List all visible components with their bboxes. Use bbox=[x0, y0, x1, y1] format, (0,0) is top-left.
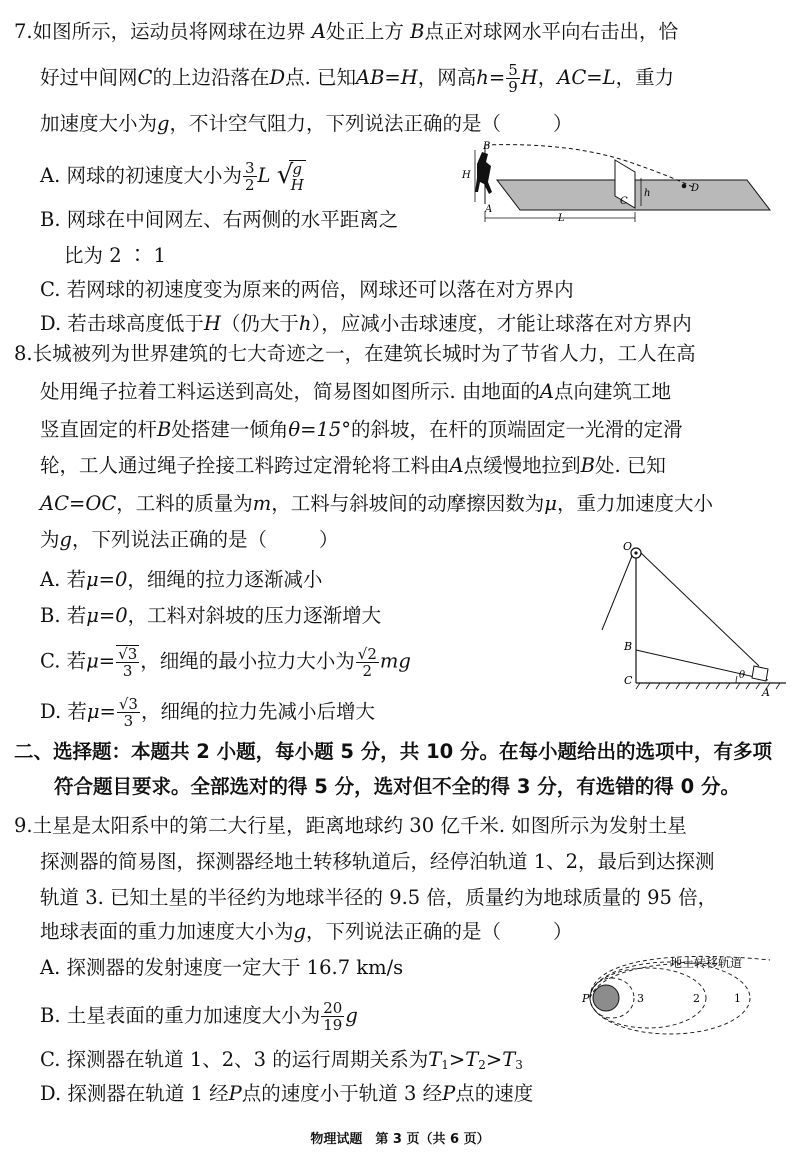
q7-option-b-line-1: B. 网球在中间网左、右两侧的水平距离之 bbox=[40, 208, 399, 231]
fig-label-a: A bbox=[762, 686, 770, 698]
fig-label-p: P bbox=[582, 992, 590, 1005]
q8-stem-line-2: 处用绳子拉着工料运送到高处，简易图如图所示. 由地面的A点向建筑工地 bbox=[40, 380, 672, 403]
q7-option-b-line-2: 比为 2 ∶ 1 bbox=[64, 244, 166, 267]
fig-label-b: B bbox=[624, 640, 633, 653]
q8-option-a: A. 若μ=0，细绳的拉力逐渐减小 bbox=[40, 568, 323, 591]
q7-option-a: A. 网球的初速度大小为 $\frac{3}{2}$ L √ g H bbox=[40, 159, 304, 194]
fig-label-h-small: h bbox=[644, 188, 651, 199]
q8-stem-line-6: 为g，下列说法正确的是（ ） bbox=[40, 528, 339, 551]
saturn-icon bbox=[593, 985, 619, 1011]
q8-stem-line-3: 竖直固定的杆B处搭建一倾角θ=15°的斜坡，在杆的顶端固定一光滑的定滑 bbox=[40, 418, 683, 441]
ball-landing-point bbox=[682, 184, 687, 189]
q7-stem-line-3: 加速度大小为g，不计空气阻力，下列说法正确的是（ ） bbox=[40, 112, 573, 135]
q9-stem-line-3: 轨道 3. 已知土星的半径约为地球半径的 9.5 倍，质量约为地球质量的 95 倍， bbox=[40, 886, 718, 909]
q7-option-d: D. 若击球高度低于H（仍大于h），应减小击球速度，才能让球落在对方界内 bbox=[40, 312, 692, 335]
fig-label-h-big: H bbox=[462, 170, 471, 181]
q8-stem-line-4: 轮，工人通过绳子拴接工料跨过定滑轮将工料由A点缓慢地拉到B处. 已知 bbox=[40, 454, 666, 477]
section2-instructions-line-1: 二、选择题：本题共 2 小题，每小题 5 分，共 10 分。在每小题给出的选项中，有多项 bbox=[14, 740, 773, 763]
transfer-orbit-label: 地土转移轨道 bbox=[670, 956, 743, 970]
q7-tennis-figure bbox=[455, 138, 790, 233]
fig-label-orbit-3: 3 bbox=[637, 992, 644, 1005]
fig-label-c: C bbox=[624, 674, 633, 687]
fig-label-c: C bbox=[620, 196, 628, 207]
fig-label-d: D bbox=[691, 183, 700, 194]
q8-option-c: C. 若μ= $\frac{√3}{3}$ ，细绳的最小拉力大小为 $\frac{√2}{2}$ mg bbox=[40, 644, 411, 680]
q9-option-c: C. 探测器在轨道 1、2、3 的运行周期关系为$T_1>T_2>T_3$ bbox=[40, 1048, 523, 1072]
q9-stem-line-4: 地球表面的重力加速度大小为g，下列说法正确的是（ ） bbox=[40, 920, 573, 943]
q9-option-a: A. 探测器的发射速度一定大于 16.7 km/s bbox=[40, 956, 404, 979]
player-icon bbox=[475, 152, 492, 194]
fig-label-orbit-2: 2 bbox=[693, 992, 700, 1005]
fig-label-l: L bbox=[558, 213, 565, 224]
q8-stem-line-5: AC=OC，工料的质量为m，工料与斜坡间的动摩擦因数为μ，重力加速度大小 bbox=[40, 492, 713, 515]
cargo-block bbox=[752, 666, 768, 681]
q9-option-b: B. 土星表面的重力加速度大小为 $\frac{20}{19}$ g bbox=[40, 999, 358, 1034]
q9-stem-line-2: 探测器的简易图，探测器经地土转移轨道后，经停泊轨道 1、2，最后到达探测 bbox=[40, 850, 715, 873]
section2-instructions-line-2: 符合题目要求。全部选对的得 5 分，选对但不全的得 3 分，有选错的得 0 分。 bbox=[54, 775, 740, 798]
q7-option-c: C. 若网球的初速度变为原来的两倍，网球还可以落在对方界内 bbox=[40, 278, 574, 301]
fig-label-b: B bbox=[483, 141, 491, 152]
fig-label-orbit-1: 1 bbox=[734, 992, 741, 1005]
q8-pulley-figure bbox=[596, 538, 788, 698]
q7-stem-line-1: 7.如图所示，运动员将网球在边界 A处正上方 B点正对球网水平向右击出，恰 bbox=[14, 20, 678, 43]
q8-stem-line-1: 8.长城被列为世界建筑的七大奇迹之一，在建筑长城时为了节省人力，工人在高 bbox=[14, 342, 696, 365]
fig-label-o: O bbox=[623, 540, 633, 553]
q9-stem-line-1: 9.土星是太阳系中的第二大行星，距离地球约 30 亿千米. 如图所示为发射土星 bbox=[14, 814, 687, 837]
page-footer: 物理试题 第 3 页（共 6 页） bbox=[310, 1132, 490, 1147]
q9-option-d: D. 探测器在轨道 1 经P点的速度小于轨道 3 经P点的速度 bbox=[40, 1082, 534, 1105]
q8-option-d: D. 若μ= $\frac{√3}{3}$ ，细绳的拉力先减小后增大 bbox=[40, 695, 375, 730]
q7-stem-line-2: 好过中间网C的上边沿落在D点. 已知AB=H，网高h= $\frac{5}{9}$ H，AC=L，重力 bbox=[40, 61, 675, 96]
fig-label-a: A bbox=[485, 204, 493, 215]
fig-label-theta: θ bbox=[739, 670, 746, 681]
q9-orbit-figure bbox=[560, 940, 792, 1050]
q8-option-b: B. 若μ=0，工料对斜坡的压力逐渐增大 bbox=[40, 604, 382, 627]
